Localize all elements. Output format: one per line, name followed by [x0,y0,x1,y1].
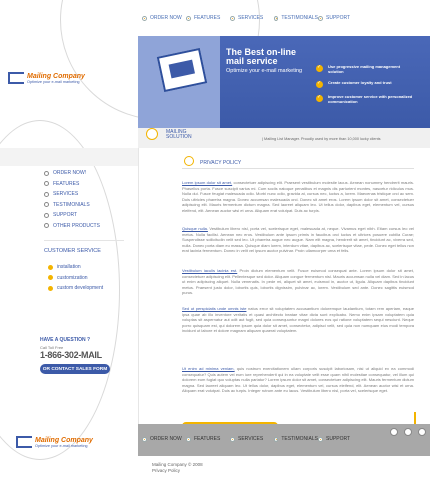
nav-services[interactable] [230,13,274,23]
heading-bubble [184,156,194,166]
contact-box [40,337,110,374]
sidebar-item-features[interactable] [44,179,100,190]
nav-label: FEATURES [194,15,221,21]
footer-nav-testimonials[interactable] [274,436,318,442]
sidebar-item-label: TESTIMONIALS [53,201,90,208]
paragraph-body: Vestibulum libero nisl, porta vel, scelerisque eget, malesuada at, neque. Vivamus eget nibh. Etiam cursus leo vel metus. Nulla facilisi. Aenean nec eros. Vestibulum ante ipsum primis in faucibus orci luctus et ultrices posuere cubilia Curae; Suspendisse sollicitudin velit sed leo. Ut pharetra augue nec augue. Nam elit magna, hendrerit sit amet, tincidunt ac, viverra sed, nulla. Donec porta diam eu massa. Quisque diam lorem, interdum vitae, dapibus ac, scelerisque vitae, pede. Donec eget tellus non erat lacinia fermentum. Donec in velit vel ipsum auctor pulvinar. Proin ullamcorper urna et felis. [182,226,414,254]
logo-icon [8,72,24,84]
footer-nav-support[interactable] [318,436,362,442]
menu-bullet-icon [44,223,49,228]
paragraph-lead[interactable]: Quisque nulla. [182,226,208,231]
paragraph-lead[interactable]: Ut enim ad minima veniam, [182,366,235,371]
footer-navigation [142,436,362,442]
sidebar-divider [44,240,124,241]
check-icon [316,81,323,88]
footer-privacy-link[interactable]: Privacy Policy [152,468,181,473]
paragraph-lead[interactable]: Vestibulum iaculis lacinia est. [182,268,238,273]
nav-label: SUPPORT [326,436,351,442]
content-paragraph [182,366,414,394]
content-paragraph [182,226,414,254]
sidebar-item-label: ORDER NOW! [53,170,87,177]
hero-feature [316,80,416,88]
cs-item-label: custom development [57,285,104,292]
nav-label: SERVICES [238,436,264,442]
mail-solution-label [166,130,192,140]
hero-feature [316,64,416,74]
cs-item-label: installation [57,264,81,271]
page-title: PRIVACY POLICY [200,160,242,166]
paragraph-body: consectetuer adipiscing elit. Praesent vestibulum molestie lacus. Aenean nonummy hendrerit mauris. Phasellus porta. Fusce suscipit varius mi. Cum sociis natoque penatibus et magnis dis parturient montes, nascetur ridiculus mus. Nulla dui. Fusce feugiat malesuada odio. Morbi nunc odio, gravida at, cursus nec, luctus a, lorem. Maecenas tristique orci ac sem. Duis ultricies pharetra magna. Donec accumsan malesuada orci. Donec sit amet eros. Lorem ipsum dolor sit amet, consectetuer adipiscing elit. Mauris fermentum dictum magna. Sed laoreet aliquam leo. Ut tellus dolor, dapibus eget, elementum vel, cursus eleifend, elit. Aenean auctor wisi et urna. Aliquam erat volutpat. Duis ac turpis. [182,180,414,213]
footer-icon-group [390,428,426,436]
logo-tagline: Optimize your e-mail marketing [35,443,88,448]
nav-bullet-icon [274,437,278,442]
nav-bullet-icon [142,437,147,442]
nav-label: FEATURES [194,436,221,442]
vertical-divider [138,148,139,424]
mail-solution-bubble [146,128,158,140]
nav-order-now[interactable] [142,13,186,23]
contact-phone[interactable]: 1-866-302-MAIL [40,350,102,360]
nav-bullet-icon [142,16,147,21]
cs-item-installation[interactable] [48,262,103,273]
nav-bullet-icon [230,437,235,442]
cs-item-label: customization [57,274,88,281]
menu-bullet-icon [44,171,49,176]
nav-label: TESTIMONIALS [281,15,318,21]
menu-bullet-icon [44,192,49,197]
contact-tollfree: Call Toll Free [40,345,64,350]
copyright [152,462,203,474]
home-icon[interactable] [390,428,398,436]
mail-solution-line-1: MAILING [166,129,187,135]
cs-item-customization[interactable] [48,273,103,284]
sidebar-item-testimonials[interactable] [44,200,100,211]
footer-nav-features[interactable] [186,436,230,442]
hero-feature [316,94,416,104]
nav-bullet-icon [318,16,323,21]
check-icon [316,95,323,102]
nav-bullet-icon [318,437,323,442]
contact-question: HAVE A QUESTION ? [40,337,91,343]
mail-icon[interactable] [404,428,412,436]
content-paragraph [182,268,414,296]
hero-feature-text: Use progressive mailing management solution [328,64,401,74]
bullet-icon [48,275,53,280]
nav-features[interactable] [186,13,230,23]
logo-name: Mailing Company [35,436,93,444]
contact-sales-button[interactable]: OR CONTACT SALES FORM [40,364,110,374]
hero-feature-text: Create customer loyalty and trust [328,80,392,85]
paragraph-lead[interactable]: Lorem ipsum dolor sit amet, [182,180,233,185]
banner-footnote: | Mailing List Manager. Proudly used by more than 10,000 lucky clients [262,137,381,141]
content-paragraph [182,306,414,334]
menu-bullet-icon [44,213,49,218]
paragraph-lead[interactable]: Sed ut perspiciatis unde omnis iste [182,306,247,311]
menu-bullet-icon [44,181,49,186]
nav-label: ORDER NOW [150,436,182,442]
nav-bullet-icon [186,16,191,21]
hero-feature-text: Improve customer service with personalized communication [328,94,413,104]
nav-bullet-icon [230,16,235,21]
logo-name: Mailing Company [27,72,85,80]
header-logo[interactable] [8,72,85,84]
sidebar-item-support[interactable] [44,210,100,221]
bullet-icon [48,265,53,270]
sidebar-header-bar [0,148,138,166]
top-navigation [142,13,362,23]
hero-title: The Best on-line mail service [226,47,297,66]
footer-logo[interactable] [16,436,93,448]
check-icon [316,65,323,72]
sidebar-item-order-now[interactable] [44,168,100,179]
copyright-text: Mailing Company © 2008 [152,462,203,467]
nav-label: SERVICES [238,15,264,21]
nav-label: ORDER NOW [150,15,182,21]
nav-bullet-icon [186,437,191,442]
hero-feature-list [316,64,416,110]
paragraph-body: Proin dictum elementum velit. Fusce euismod consequat ante. Lorem ipsum dolor sit amet, consectetuer adipiscing elit. Pellentesque sed dolor. Aliquam congue fermentum nisl. Mauris accumsan nulla vel diam. Sed in lacus ut enim adipiscing aliquet. Nulla venenatis. In pede mi, aliquet sit amet, euismod in, auctor ut, ligula. Aliquam dapibus tincidunt metus. Praesent justo dolor, lobortis quis, lobortis dignissim, pulvinar ac, lorem. Vestibulum sed ante. Donec sagittis euismod purus. [182,268,414,296]
mail-solution-line-2: SOLUTION [166,134,192,140]
sidebar-menu [44,168,100,231]
nav-testimonials[interactable] [274,13,318,23]
nav-bullet-icon [274,16,278,21]
nav-support[interactable] [318,13,362,23]
nav-label: SUPPORT [326,15,351,21]
sidebar-item-label: SERVICES [53,191,79,198]
footer-nav-order-now[interactable] [142,436,186,442]
customer-service-list [48,262,103,294]
sidebar-item-label: FEATURES [53,180,80,187]
footer-nav-services[interactable] [230,436,274,442]
nav-label: TESTIMONIALS [281,436,318,442]
cs-item-custom-development[interactable] [48,283,103,294]
customer-service-title: CUSTOMER SERVICE [44,248,101,254]
logo-tagline: Optimize your e-mail marketing [27,79,80,84]
sidebar-item-other-products[interactable] [44,221,100,232]
sidebar-item-services[interactable] [44,189,100,200]
title-divider [182,168,414,169]
sidebar-item-label: SUPPORT [53,212,78,219]
bullet-icon [48,286,53,291]
sitemap-icon[interactable] [418,428,426,436]
paragraph-body: natus error sit voluptatem accusantium doloremque laudantium, totam rem aperiam, eaque ipsa quae ab illo inventore veritatis et quasi architecto beatae vitae dicta sunt explicabo. Nemo enim ipsam voluptatem quia voluptas sit aspernatur aut odit aut fugit, sed quia consequuntur magni dolores eos qui ratione voluptatem sequi nesciunt. Neque porro quisquam est, qui dolorem ipsum quia dolor sit amet, consectetur, adipisci velit, sed quia non numquam eius modi tempora incidunt ut labore et dolore magnam aliquam quaerat voluptatem. [182,306,415,334]
menu-bullet-icon [44,202,49,207]
sidebar-item-label: OTHER PRODUCTS [53,222,100,229]
logo-icon [16,436,32,448]
hero-subtitle: Optimize your e-mail marketing [226,68,303,74]
content-paragraph [182,180,414,214]
paragraph-body: quis nostrum exercitationem ullam corporis suscipit laboriosam, nisi ut aliquid ex ea commodi consequatur? Quis autem vel eum iure reprehenderit qui in ea voluptate velit esse quam nihil molestiae consequatur, vel illum qui dolorem eum fugiat quo voluptas nulla pariatur? Lorem ipsum dolor sit amet, consectetuer adipiscing elit. Mauris fermentum dictum magna. Sed laoreet aliquam leo. Ut tellus dolor, dapibus eget, elementum vel, cursus eleifend, elit. Aenean auctor wisi et urna. Aliquam erat volutpat. Duis ac turpis. Integer rutrum ante eu lacus. Vestibulum libero nisl, porta vel, scelerisque eget. [182,366,414,394]
